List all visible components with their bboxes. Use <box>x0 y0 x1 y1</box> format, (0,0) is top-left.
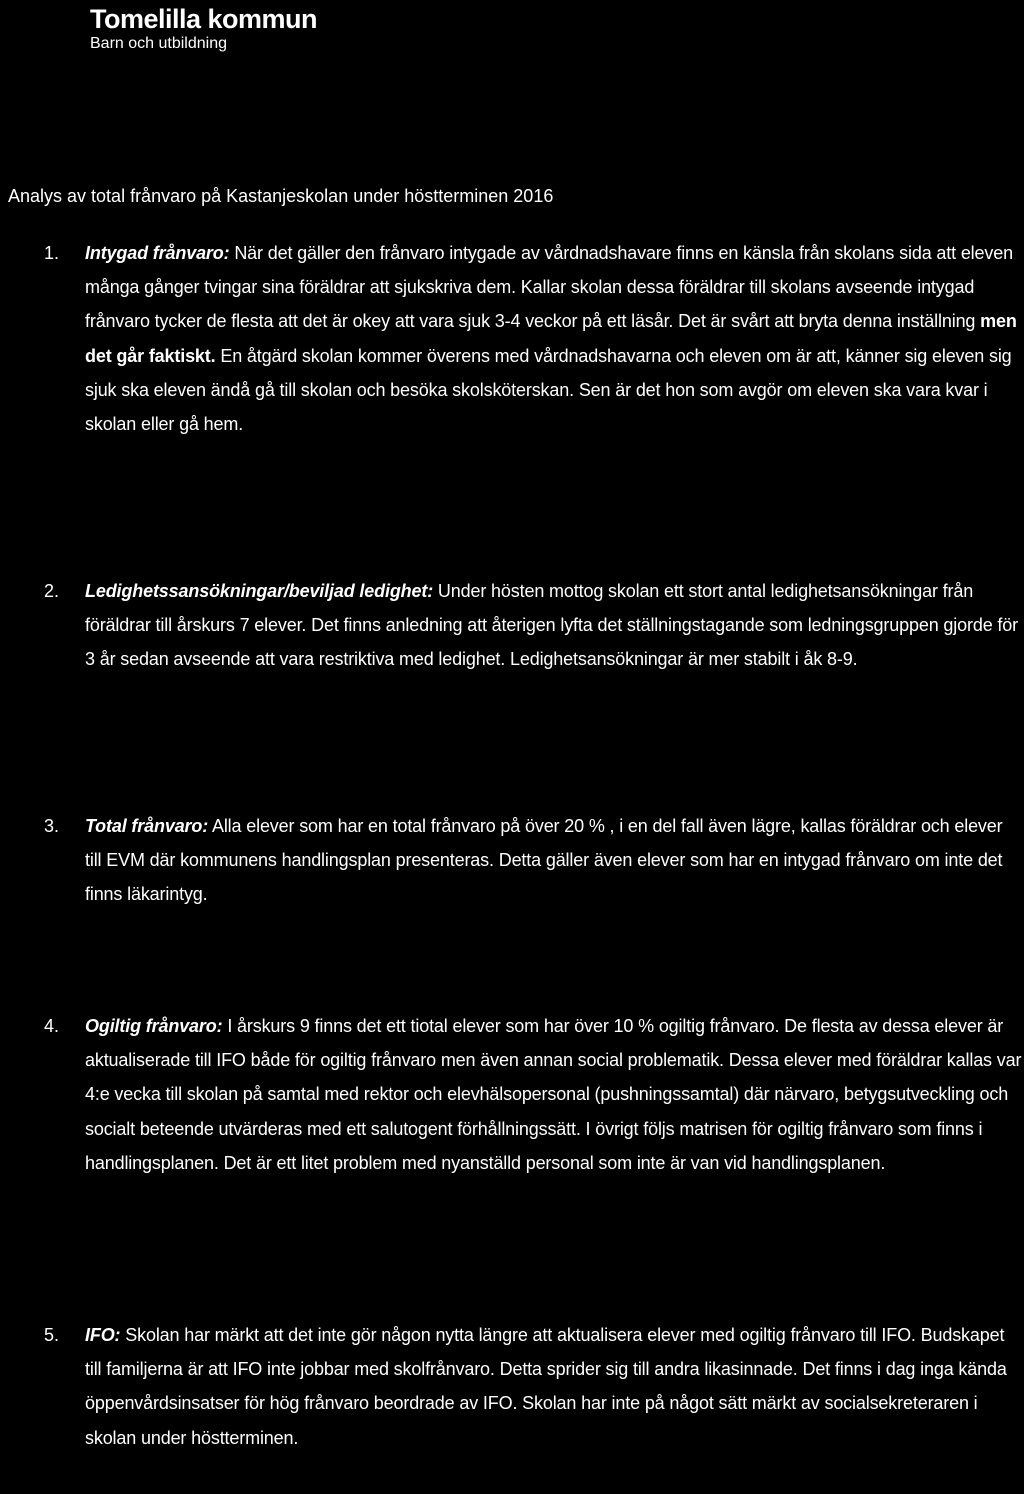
letterhead <box>90 2 317 54</box>
list-item-body <box>85 1009 1023 1180</box>
list-item-text: Skolan har märkt att det inte gör någon nytta längre att aktualisera elever med ogiltig frånvaro till IFO. Budskapet till familjerna är att IFO inte jobbar med skolfrånvaro. Detta sprider sig till andra likasinnade. Det finns i dag inga kända öppenvårdsinsatser för hög frånvaro beordrade av IFO. Skolan har inte på något sätt märkt av socialsekreteraren i skolan under höstterminen. <box>85 1325 1007 1448</box>
document-title: Analys av total frånvaro på Kastanjeskolan under höstterminen 2016 <box>8 186 554 206</box>
list-item-number: 4. <box>44 1016 60 1036</box>
list-item-heading: IFO: <box>85 1325 121 1345</box>
list-item-text: En åtgärd skolan kommer överens med vårdnadshavarna och eleven om är att, känner sig eleven sig sjuk ska eleven ändå gå till skolan och besöka skolsköterskan. Sen är det hon som avgör om eleven ska vara kvar i skolan eller gå hem. <box>85 345 1012 435</box>
list-item-heading: Ogiltig frånvaro: <box>85 1016 223 1036</box>
list-item-heading: Total frånvaro: <box>85 816 209 836</box>
list-item-text: Under hösten mottog skolan ett stort antal ledighetsansökningar från föräldrar till årskurs 7 elever. Det finns anledning att återigen lyfta det ställningstagande som ledningsgruppen gjorde för 3 år sedan avseende att vara restriktiva med ledighet. Ledighetsansökningar är mer stabilt i åk 8-9. <box>85 581 1018 670</box>
list-item-heading: Ledighetssansökningar/beviljad ledighet: <box>85 581 434 601</box>
list-item-text: I årskurs 9 finns det ett tiotal elever som har över 10 % ogiltig frånvaro. De flesta av dessa elever är aktualiserade till IFO både för ogiltig frånvaro men även annan social problematik. Dessa elever med föräldrar kallas var 4:e vecka till skolan på samtal med rektor och elevhälsopersonal (pushningssamtal) där närvaro, betygsutveckling och socialt beteende utvärderas med ett salutogent förhållningssätt. I övrigt följs matrisen för ogiltig frånvaro som finns i handlingsplanen. Det är ett litet problem med nyanställd personal som inte är van vid handlingsplanen. <box>85 1016 1022 1173</box>
list-item-heading: Intygad frånvaro: <box>85 243 230 263</box>
list-item-number: 1. <box>44 243 60 263</box>
list-item-body <box>85 1318 1023 1455</box>
list-item-text: När det gäller den frånvaro intygade av vårdnadshavare finns en känsla från skolans sida att eleven många gånger tvingar sina föräldrar att sjukskriva dem. Kallar skolan dessa föräldrar till skolans avseende intygad frånvaro tycker de flesta att det är okey att vara sjuk 3-4 veckor på ett läsår. Det är svårt att bryta denna inställning <box>85 243 1013 332</box>
list-item-body <box>85 236 1023 441</box>
list-item-number: 3. <box>44 816 60 836</box>
list-item-body <box>85 574 1023 677</box>
organization-name: Tomelilla kommun <box>90 4 318 34</box>
list-item-number: 5. <box>44 1325 60 1345</box>
list-item-number: 2. <box>44 581 60 601</box>
list-item-body <box>85 809 1023 912</box>
department-name: Barn och utbildning <box>90 35 227 52</box>
list-item-text: Alla elever som har en total frånvaro på över 20 % , i en del fall även lägre, kallas föräldrar och elever till EVM där kommunens handlingsplan presenteras. Detta gäller även elever som har en intygad frånvaro om inte det finns läkarintyg. <box>85 816 1003 905</box>
list-item-emphasis: men det går faktiskt. <box>85 311 1017 366</box>
